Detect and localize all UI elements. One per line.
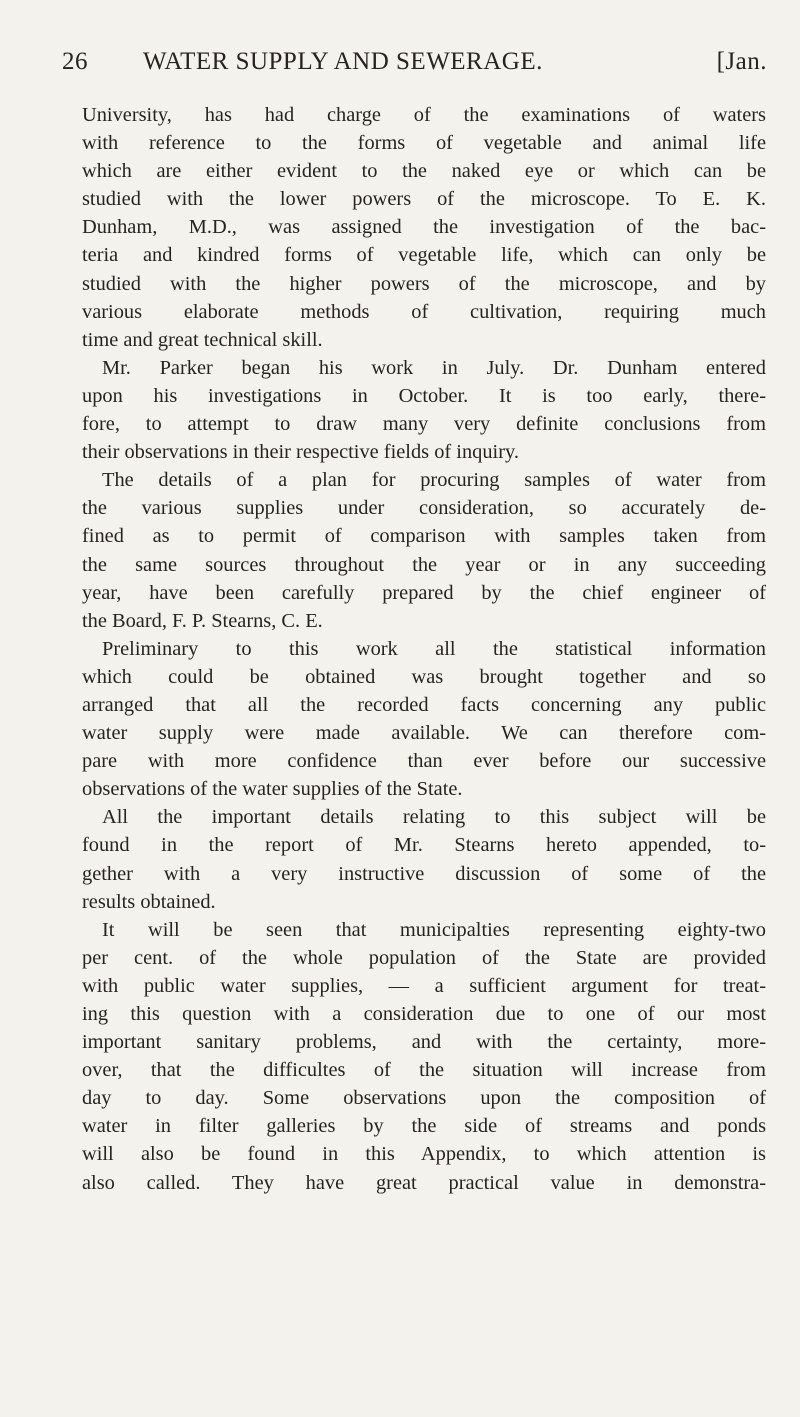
text-line: also called. They have great practical value in demonstra- xyxy=(82,1171,766,1194)
text-line: important sanitary problems, and with the certainty, more- xyxy=(82,1031,766,1054)
text-line: studied with the higher powers of the microscope, and by xyxy=(82,272,766,295)
text-line: the same sources throughout the year or in any succeeding xyxy=(82,553,766,576)
page-number: 26 xyxy=(62,48,88,75)
text-line: which are either evident to the naked eye or which can be xyxy=(82,160,766,183)
text-line: water in filter galleries by the side of streams and ponds xyxy=(82,1115,766,1138)
text-line: Dunham, M.D., was assigned the investigation of the bac- xyxy=(82,216,766,239)
text-line: University, has had charge of the examinations of waters xyxy=(82,104,766,126)
text-line: day to day. Some observations upon the composition of xyxy=(82,1087,766,1110)
text-line: It will be seen that municipalties representing eighty-two xyxy=(102,918,766,941)
text-line: the Board, F. P. Stearns, C. E. xyxy=(82,609,323,632)
text-line: Mr. Parker began his work in July. Dr. Dunham entered xyxy=(102,356,766,379)
text-line: arranged that all the recorded facts concerning any public xyxy=(82,693,766,716)
running-title: WATER SUPPLY AND SEWERAGE. xyxy=(143,48,543,75)
text-line: year, have been carefully prepared by the chief engineer of xyxy=(82,581,766,604)
text-line: their observations in their respective fields of inquiry. xyxy=(82,441,519,464)
text-line: which could be obtained was brought together and so xyxy=(82,665,766,688)
text-line: studied with the lower powers of the microscope. To E. K. xyxy=(82,188,766,211)
text-line: The details of a plan for procuring samples of water from xyxy=(102,469,766,492)
text-line: various elaborate methods of cultivation, requiring much xyxy=(82,300,766,323)
text-line: found in the report of Mr. Stearns hereto appended, to- xyxy=(82,834,766,857)
text-line: ing this question with a consideration due to one of our most xyxy=(82,1003,766,1025)
text-line: the various supplies under consideration, so accurately de- xyxy=(82,497,766,520)
text-line: results obtained. xyxy=(82,890,216,913)
text-line: water supply were made available. We can therefore com- xyxy=(82,722,766,745)
body-text xyxy=(82,101,766,1197)
text-line: over, that the difficultes of the situation will increase from xyxy=(82,1059,766,1082)
text-line: fined as to permit of comparison with samples taken from xyxy=(82,525,766,548)
text-line: observations of the water supplies of the State. xyxy=(82,778,463,801)
text-line: will also be found in this Appendix, to which attention is xyxy=(82,1143,766,1166)
text-line: with public water supplies, — a sufficient argument for treat- xyxy=(82,974,766,997)
text-line: pare with more confidence than ever before our successive xyxy=(82,750,766,773)
running-date: [Jan. xyxy=(716,48,767,75)
text-line: All the important details relating to this subject will be xyxy=(102,806,766,829)
text-line: upon his investigations in October. It is too early, there- xyxy=(82,384,766,407)
text-line: per cent. of the whole population of the State are provided xyxy=(82,946,766,969)
running-head xyxy=(62,48,767,88)
text-line: fore, to attempt to draw many very definite conclusions from xyxy=(82,413,766,436)
text-line: with reference to the forms of vegetable and animal life xyxy=(82,132,766,155)
text-line: gether with a very instructive discussion of some of the xyxy=(82,862,766,885)
text-line: time and great technical skill. xyxy=(82,328,323,351)
text-line: teria and kindred forms of vegetable life, which can only be xyxy=(82,244,766,267)
text-line: Preliminary to this work all the statistical information xyxy=(102,637,766,660)
